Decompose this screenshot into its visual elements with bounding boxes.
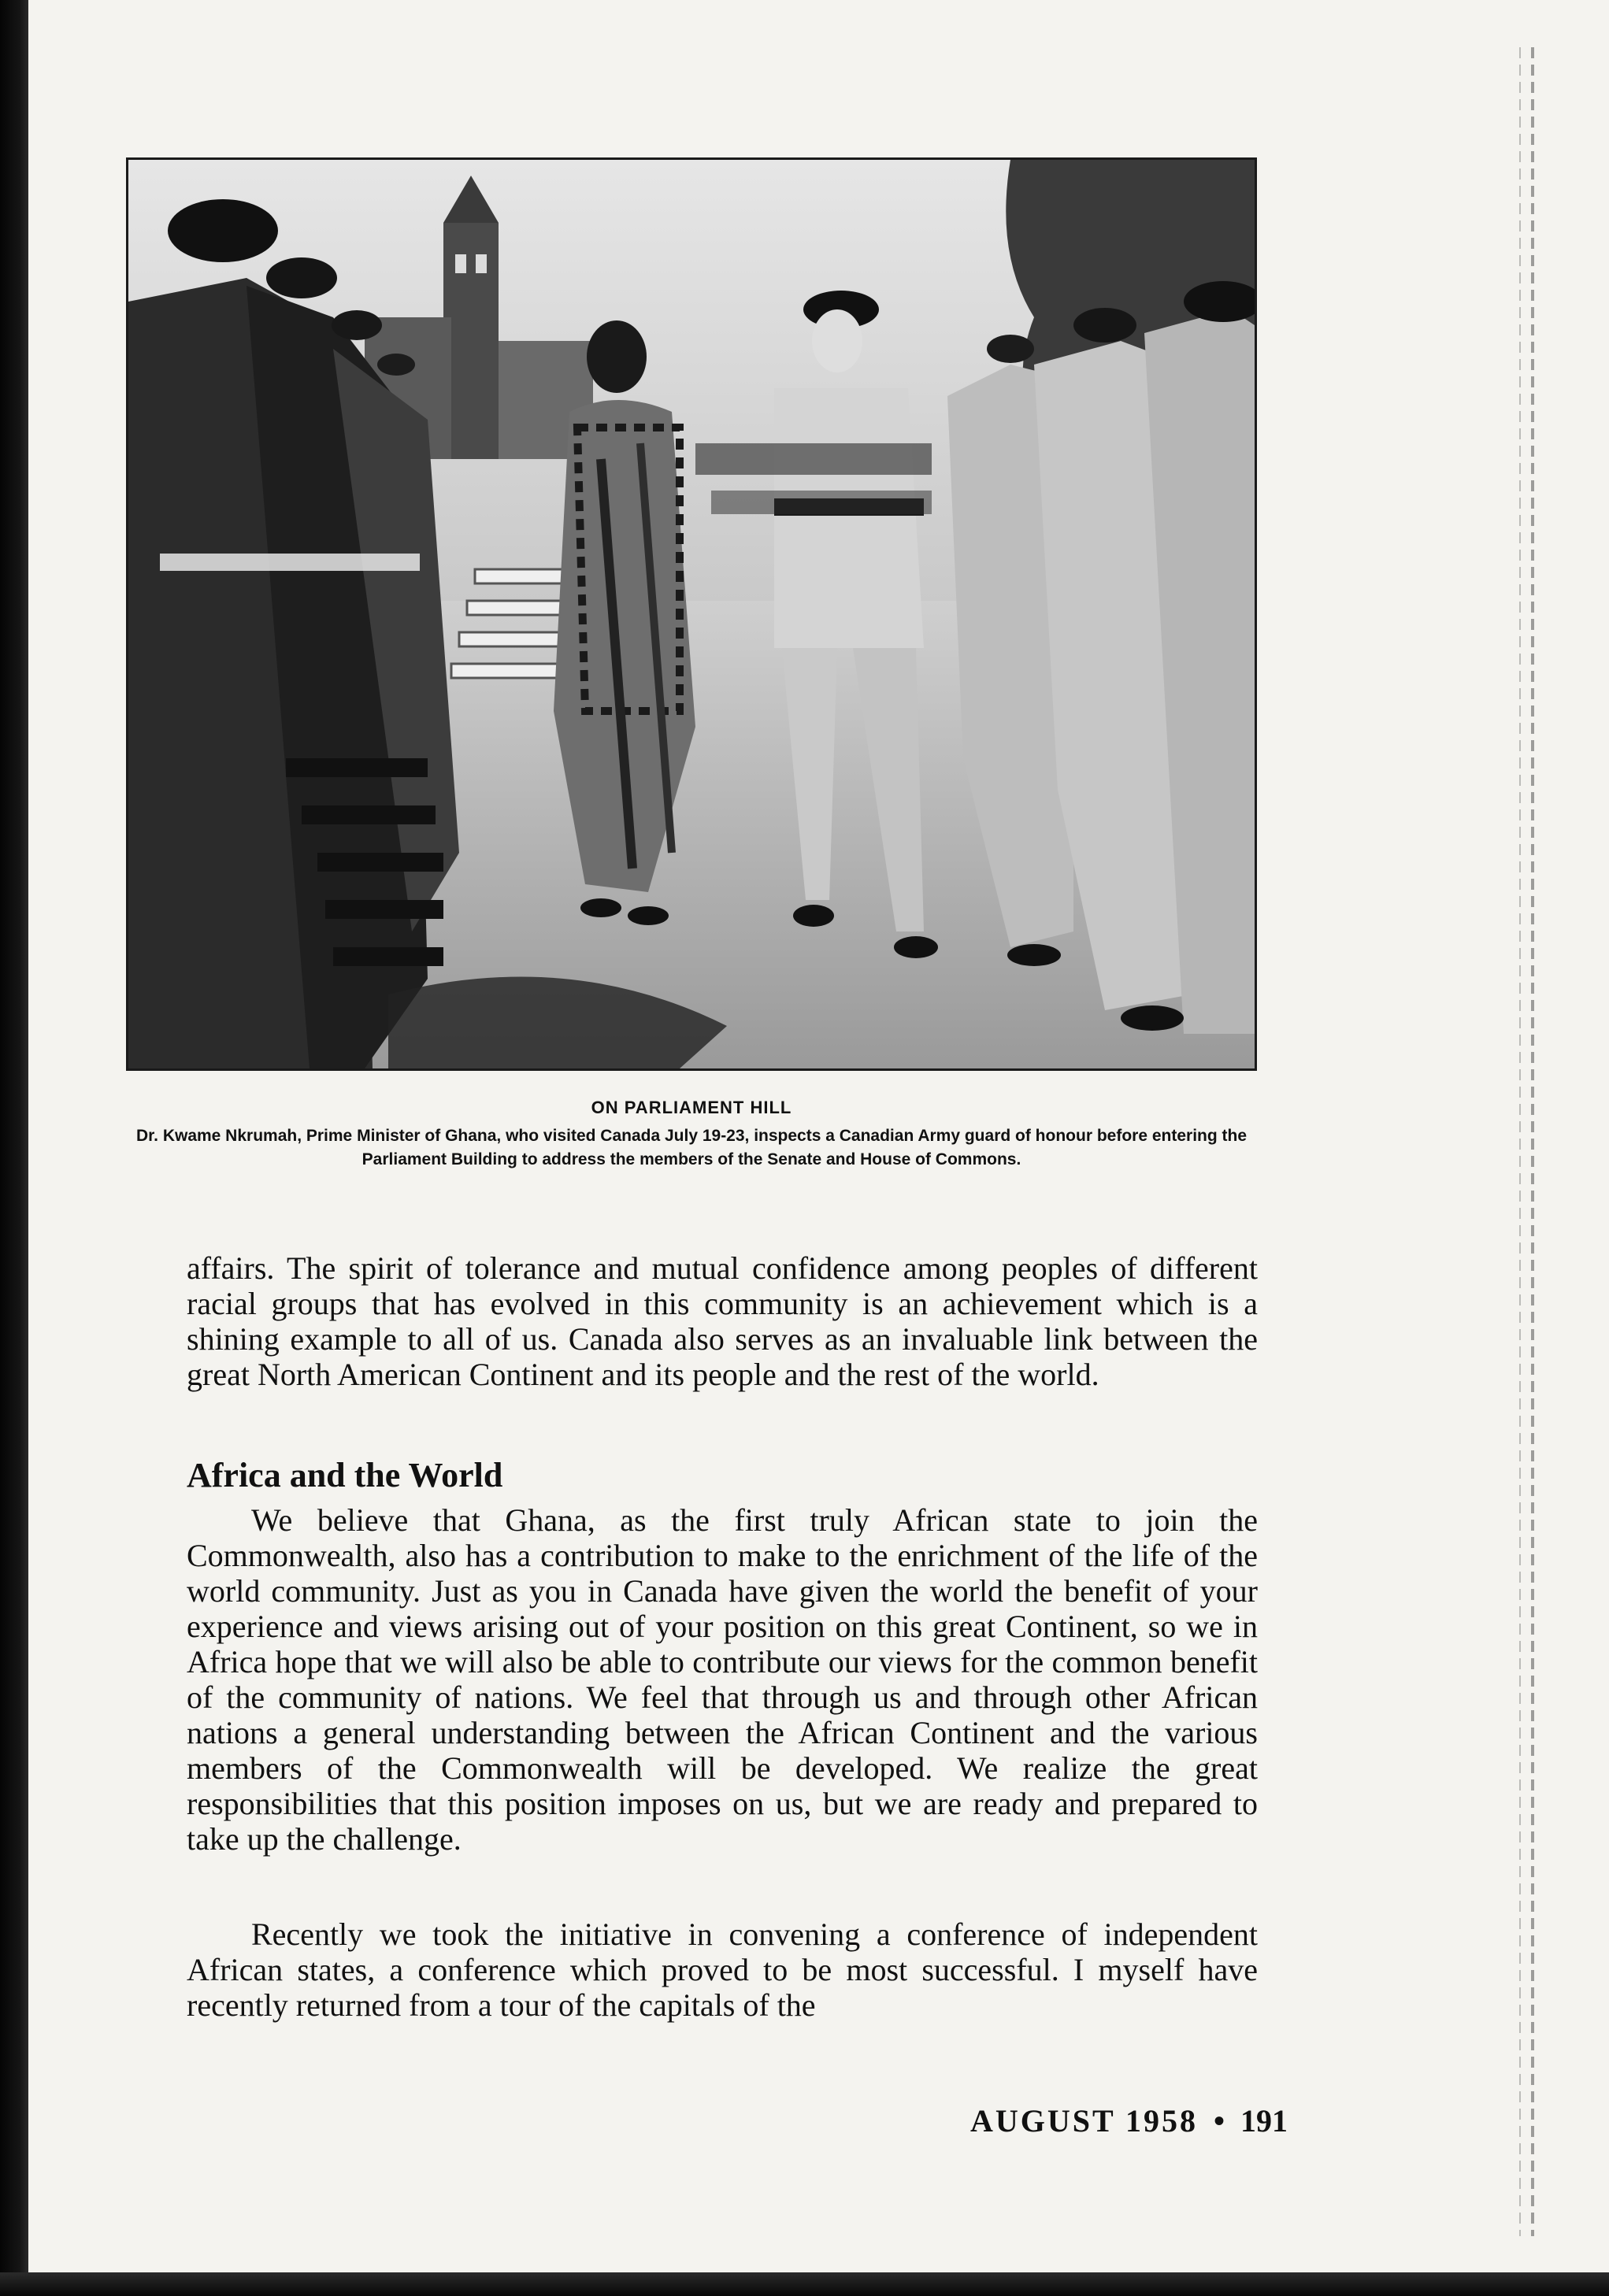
page-number: 191 bbox=[1240, 2103, 1288, 2139]
scan-edge-right-inner bbox=[1519, 47, 1521, 2236]
photo-caption-text: Dr. Kwame Nkrumah, Prime Minister of Ghana, who visited Canada July 19-23, inspects a Canadian Army guard of honour before entering the Parliament Building to address the members of the Senate and House of Commons. bbox=[135, 1127, 1248, 1168]
body-paragraph-2: We believe that Ghana, as the first truly African state to join the Commonwealth, also has a contribution to make to the enrichment of the life of the world community. Just as you in Canada have given the world the benefit of your experience and views arising out of your position on this great Continent, so we in Africa hope that we will also be able to contribute our views for the common benefit of the community of nations. We feel that through us and through other African nations a general understanding between the African Continent and the various members of the Commonwealth will be developed. We realize the great responsibilities that this position imposes on us, but we are ready and prepared to take up the challenge. bbox=[187, 1502, 1258, 1857]
scan-edge-left bbox=[0, 0, 28, 2296]
section-heading: Africa and the World bbox=[187, 1456, 503, 1494]
page-footer bbox=[970, 2102, 1333, 2139]
scan-edge-bottom bbox=[0, 2272, 1609, 2296]
scan-edge-right bbox=[1531, 47, 1534, 2236]
guard-of-honour-photo bbox=[126, 157, 1257, 1071]
photo-caption-title: ON PARLIAMENT HILL bbox=[591, 1098, 792, 1117]
footer-separator: • bbox=[1213, 2103, 1225, 2139]
issue-date: AUGUST 1958 bbox=[970, 2103, 1198, 2139]
body-paragraph-3: Recently we took the initiative in convening a conference of independent African states, a conference which proved to be most successful. I myself have recently returned from a tour of the capitals of the bbox=[187, 1916, 1258, 2023]
body-paragraph-1: affairs. The spirit of tolerance and mutual confidence among peoples of different racial groups that has evolved in this community is an achievement which is a shining example to all of us. Canada also serves as an invaluable link between the great North American Continent and its people and the rest of the world. bbox=[187, 1250, 1258, 1392]
